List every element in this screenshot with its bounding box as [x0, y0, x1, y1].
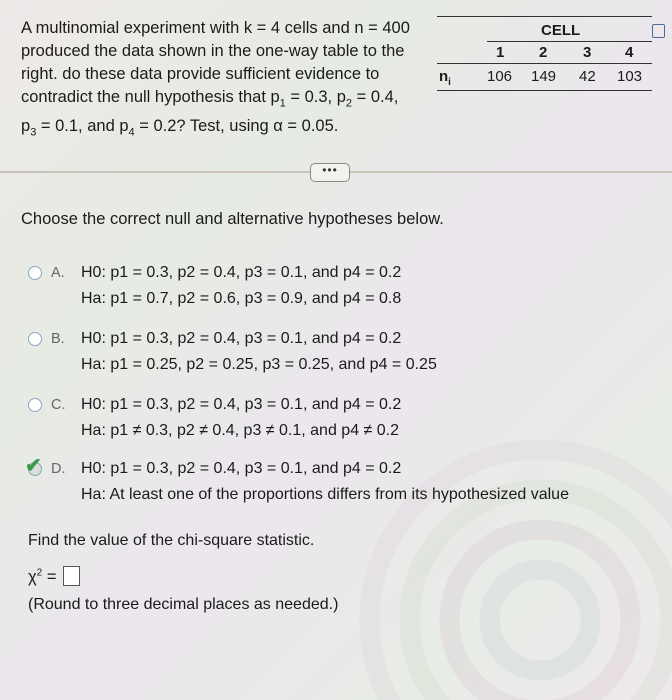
option-a-null: H0: p1 = 0.3, p2 = 0.4, p3 = 0.1, and p4 = 0.2 — [81, 264, 402, 281]
chi-square-prompt: Find the value of the chi-square statistic. — [28, 532, 315, 549]
more-button[interactable]: ••• — [310, 163, 350, 182]
table-title: CELL — [541, 22, 581, 39]
question-panel — [0, 0, 672, 172]
rounding-instruction: (Round to three decimal places as needed.) — [28, 596, 339, 613]
copy-icon[interactable] — [652, 24, 665, 38]
table-mid-rule — [437, 63, 652, 64]
col-header-4: 4 — [625, 44, 634, 61]
hypotheses-prompt: Choose the correct null and alternative hypotheses below. — [21, 210, 444, 228]
value-cell-2: 149 — [531, 68, 557, 85]
option-b-null: H0: p1 = 0.3, p2 = 0.4, p3 = 0.1, and p4 = 0.2 — [81, 330, 402, 347]
chi-square-answer-row — [28, 566, 80, 587]
col-header-3: 3 — [583, 44, 592, 61]
option-d-letter: D. — [51, 461, 66, 477]
chi-equals: = — [42, 568, 62, 586]
value-cell-1: 106 — [487, 68, 513, 85]
table-top-rule — [437, 16, 652, 17]
table-bottom-rule — [437, 90, 652, 91]
option-a-alternative: Ha: p1 = 0.7, p2 = 0.6, p3 = 0.9, and p4 = 0.8 — [81, 290, 402, 307]
chi-square-input[interactable] — [63, 566, 80, 586]
option-b-letter: B. — [51, 331, 65, 347]
col-header-1: 1 — [496, 44, 505, 61]
option-d-alternative: Ha: At least one of the proportions differs from its hypothesized value — [81, 486, 569, 503]
table-header-rule — [487, 41, 652, 42]
option-c-null: H0: p1 = 0.3, p2 = 0.4, p3 = 0.1, and p4 = 0.2 — [81, 396, 402, 413]
question-text: A multinomial experiment with k = 4 cells and n = 400 produced the data shown in the one-way table to the right. do these data provide sufficient evidence to contradict the null hypothesis that $p_1 = 0.3$, $p_2 = 0.4$, $p_3 = 0.1$, and $p_4 = 0.2$? Test, using α = 0.05. — [21, 19, 410, 139]
checkmark-icon: ✔ — [25, 455, 42, 477]
col-header-2: 2 — [539, 44, 548, 61]
row-label: $n_i$ — [439, 68, 451, 88]
radio-b[interactable] — [28, 332, 42, 346]
value-cell-3: 42 — [579, 68, 596, 85]
radio-a[interactable] — [28, 266, 42, 280]
value-cell-4: 103 — [617, 68, 643, 85]
radio-c[interactable] — [28, 398, 42, 412]
option-c-alternative: Ha: p1 ≠ 0.3, p2 ≠ 0.4, p3 ≠ 0.1, and p4 ≠ 0.2 — [81, 422, 399, 439]
option-d-null: H0: p1 = 0.3, p2 = 0.4, p3 = 0.1, and p4 = 0.2 — [81, 460, 402, 477]
chi-symbol: χ — [28, 568, 37, 586]
chi-exponent: 2 — [36, 567, 43, 579]
option-b-alternative: Ha: p1 = 0.25, p2 = 0.25, p3 = 0.25, and p4 = 0.25 — [81, 356, 437, 373]
option-c-letter: C. — [51, 397, 66, 413]
option-a-letter: A. — [51, 265, 65, 281]
